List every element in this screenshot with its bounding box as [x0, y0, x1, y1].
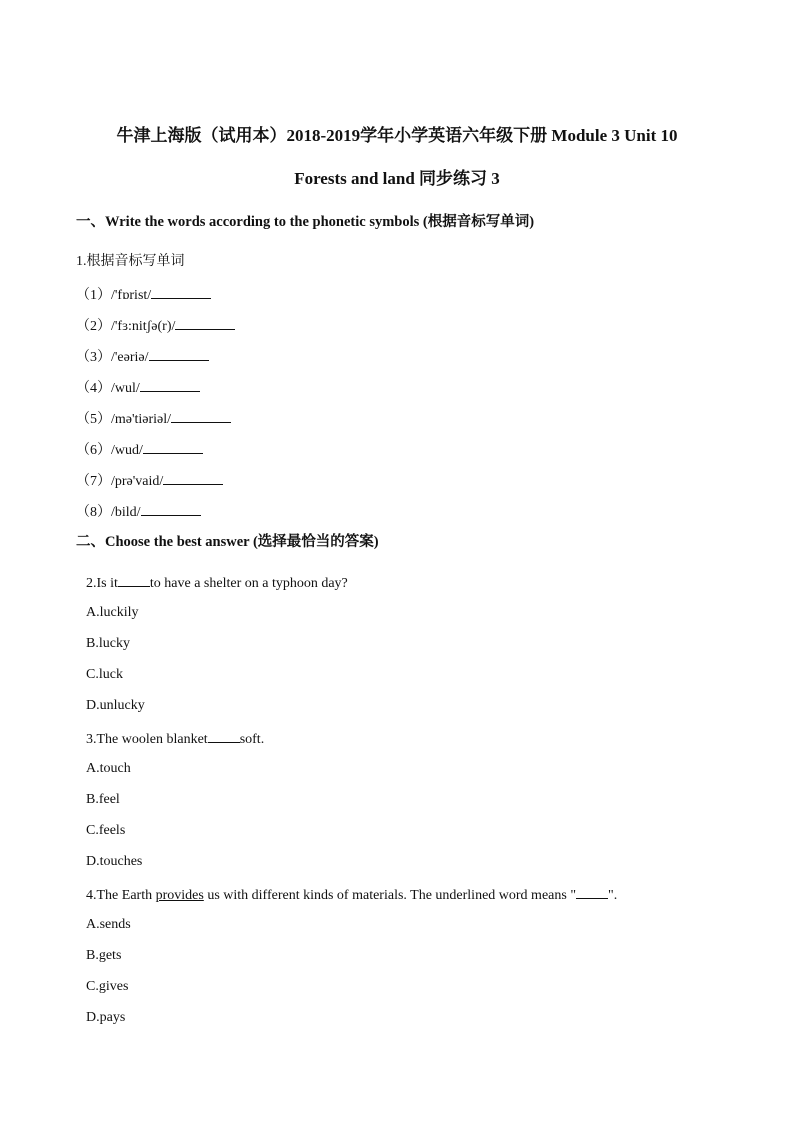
question-2: 2.Is it to have a shelter on a typhoon day?: [86, 573, 348, 593]
question-3-option-d[interactable]: D.touches: [86, 854, 143, 869]
phonetic-item-5: （5）/mə'tiəriəl/: [76, 409, 231, 429]
answer-blank[interactable]: [208, 729, 240, 743]
question-4-option-d[interactable]: D.pays: [86, 1010, 126, 1025]
question-4-option-b[interactable]: B.gets: [86, 948, 122, 963]
section1-heading: 一、Write the words according to the phonetic symbols (根据音标写单词): [76, 214, 535, 230]
answer-blank[interactable]: [163, 471, 223, 485]
answer-blank[interactable]: [118, 573, 150, 587]
phonetic-item-7: （7）/prə'vaid/: [76, 471, 223, 491]
question-4: 4.The Earth provides us with different kinds of materials. The underlined word means " ".: [86, 885, 617, 905]
question-4-option-c[interactable]: C.gives: [86, 979, 129, 994]
phonetic-item-2: （2）/'fɜ:nitʃə(r)/: [76, 316, 235, 336]
phonetic-item-8: （8）/bild/: [76, 502, 201, 522]
answer-blank[interactable]: [149, 347, 209, 361]
question-3-option-c[interactable]: C.feels: [86, 823, 126, 838]
answer-blank[interactable]: [140, 378, 200, 392]
question-3-option-a[interactable]: A.touch: [86, 761, 131, 776]
answer-blank[interactable]: [151, 285, 211, 299]
answer-blank[interactable]: [141, 502, 201, 516]
answer-blank[interactable]: [175, 316, 235, 330]
answer-blank[interactable]: [576, 885, 608, 899]
question-1-label: 1.根据音标写单词: [76, 254, 185, 269]
underlined-word: provides: [155, 888, 204, 903]
question-2-option-b[interactable]: B.lucky: [86, 636, 130, 651]
document-title-line2: Forests and land 同步练习 3: [294, 169, 500, 188]
answer-blank[interactable]: [143, 440, 203, 454]
phonetic-item-6: （6）/wud/: [76, 440, 203, 460]
question-2-option-a[interactable]: A.luckily: [86, 605, 139, 620]
phonetic-item-1: （1）/'fɒrist/: [76, 285, 211, 305]
phonetic-item-4: （4）/wul/: [76, 378, 200, 398]
question-2-option-d[interactable]: D.unlucky: [86, 698, 145, 713]
question-4-option-a[interactable]: A.sends: [86, 917, 131, 932]
question-2-option-c[interactable]: C.luck: [86, 667, 123, 682]
question-3: 3.The woolen blanket soft.: [86, 729, 264, 749]
phonetic-item-3: （3）/'eəriə/: [76, 347, 209, 367]
question-3-option-b[interactable]: B.feel: [86, 792, 120, 807]
document-title-line1: 牛津上海版（试用本）2018-2019学年小学英语六年级下册 Module 3 Unit 10: [116, 126, 678, 145]
answer-blank[interactable]: [171, 409, 231, 423]
section2-heading: 二、Choose the best answer (选择最恰当的答案): [76, 534, 379, 550]
